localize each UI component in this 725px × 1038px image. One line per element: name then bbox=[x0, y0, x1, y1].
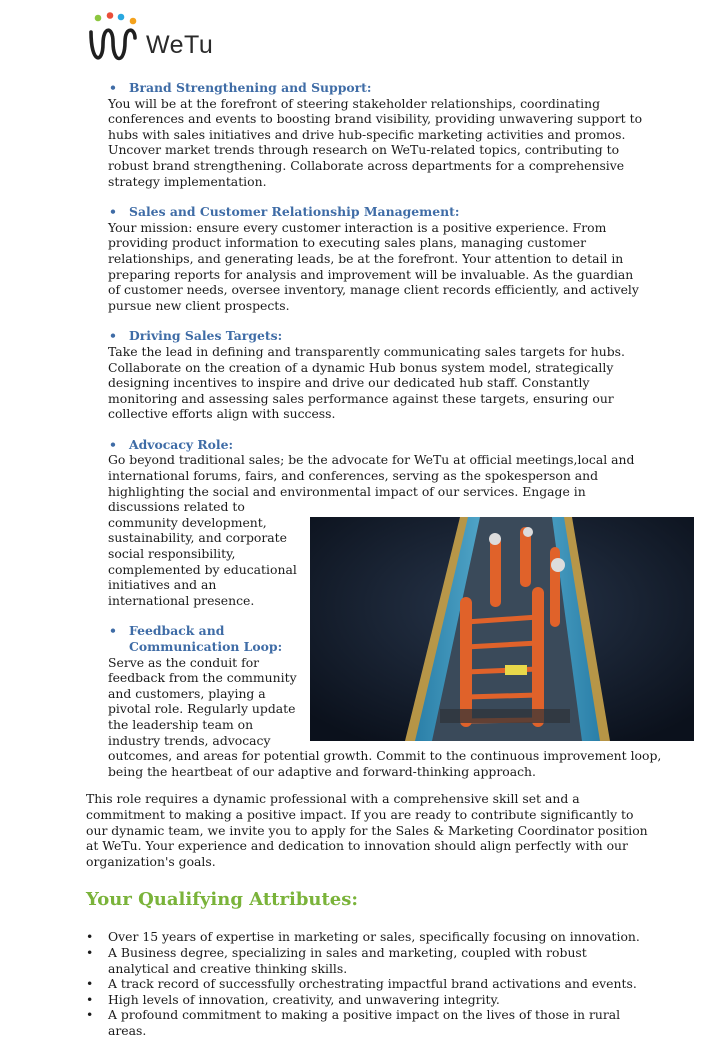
section-sales-crm bbox=[0, 204, 725, 313]
wetu-logo-icon bbox=[88, 12, 142, 64]
section-text: Take the lead in defining and transparently communicating sales targets for hubs. Collaborate on the creation of a dynamic Hub bonus system model, strategically designing incentives to inspire and drive our dedicated hub staff. Constantly monitoring and assessing sales performance against these targets, ensuring our collective efforts align with success. bbox=[108, 343, 625, 422]
photo-wrap-region bbox=[108, 515, 700, 780]
section-advocacy bbox=[0, 437, 725, 515]
wetu-logo bbox=[88, 12, 213, 64]
section-heading: • Driving Sales Targets: bbox=[0, 328, 725, 344]
section-heading: • Advocacy Role: bbox=[0, 437, 725, 453]
brand-name: WeTu bbox=[146, 31, 214, 59]
section-heading: • Feedback and Communication Loop: bbox=[108, 623, 700, 654]
closing-paragraph: This role requires a dynamic professional with a comprehensive skill set and a commitment to making a positive impact. If you are ready to contribute significantly to our dynamic team, we invite you to apply for the Sales & Marketing Coordinator position at WeTu. Your experience and dedication to innovation should align perfectly with our organization's goals. bbox=[86, 791, 648, 869]
section-sales-targets bbox=[0, 328, 725, 422]
list-item: • A profound commitment to making a positive impact on the lives of those in rural areas. bbox=[86, 1007, 646, 1038]
list-item: • High levels of innovation, creativity, and unwavering integrity. bbox=[86, 992, 646, 1008]
section-text: Serve as the conduit for feedback from the community and customers, playing a pivotal role. Regularly update the leadership team on industry trends, advocacy outcomes, and areas for potential growth. Commit to the continuous improvement loop, being the heartbeat of our adaptive and forward-thinking approach. bbox=[108, 654, 662, 779]
qualifying-title: Your Qualifying Attributes: bbox=[86, 889, 359, 911]
section-text: Your mission: ensure every customer interaction is a positive experience. From providing product information to executing sales plans, managing customer relationships, and generating leads, be at the forefront. Your attention to detail in preparing reports for analysis and improvement will be invaluable. As the guardian of customer needs, oversee inventory, manage client records efficiently, and actively pursue new client prospects. bbox=[108, 219, 639, 313]
section-heading: • Brand Strengthening and Support: bbox=[0, 80, 725, 96]
list-item: • Over 15 years of expertise in marketing or sales, specifically focusing on innovation. bbox=[86, 929, 646, 945]
list-item: • A Business degree, specializing in sales and marketing, coupled with robust analytical and creative thinking skills. bbox=[86, 945, 646, 976]
list-item: • A track record of successfully orchestrating impactful brand activations and events. bbox=[86, 976, 646, 992]
section-text: community development, sustainability, and corporate social responsibility, complemented by educational initiatives and an international presence. bbox=[108, 514, 297, 608]
document-body bbox=[0, 80, 725, 1038]
section-heading: • Sales and Customer Relationship Management: bbox=[0, 204, 725, 220]
section-brand-strengthening bbox=[0, 80, 725, 189]
section-text: You will be at the forefront of steering stakeholder relationships, coordinating conferences and events to boosting brand visibility, providing unwavering support to hubs with sales initiatives and drive hub-specific marketing activities and promos. Uncover market trends through research on WeTu-related topics, contributing to robust brand strengthening. Collaborate across departments for a comprehensive strategy implementation. bbox=[108, 95, 643, 189]
qualifying-list bbox=[86, 929, 646, 1038]
section-text: Go beyond traditional sales; be the advocate for WeTu at official meetings,local and international forums, fairs, and conferences, serving as the spokesperson and highlighting the social and environmental impact of our services. Engage in discussions related to bbox=[108, 452, 635, 515]
